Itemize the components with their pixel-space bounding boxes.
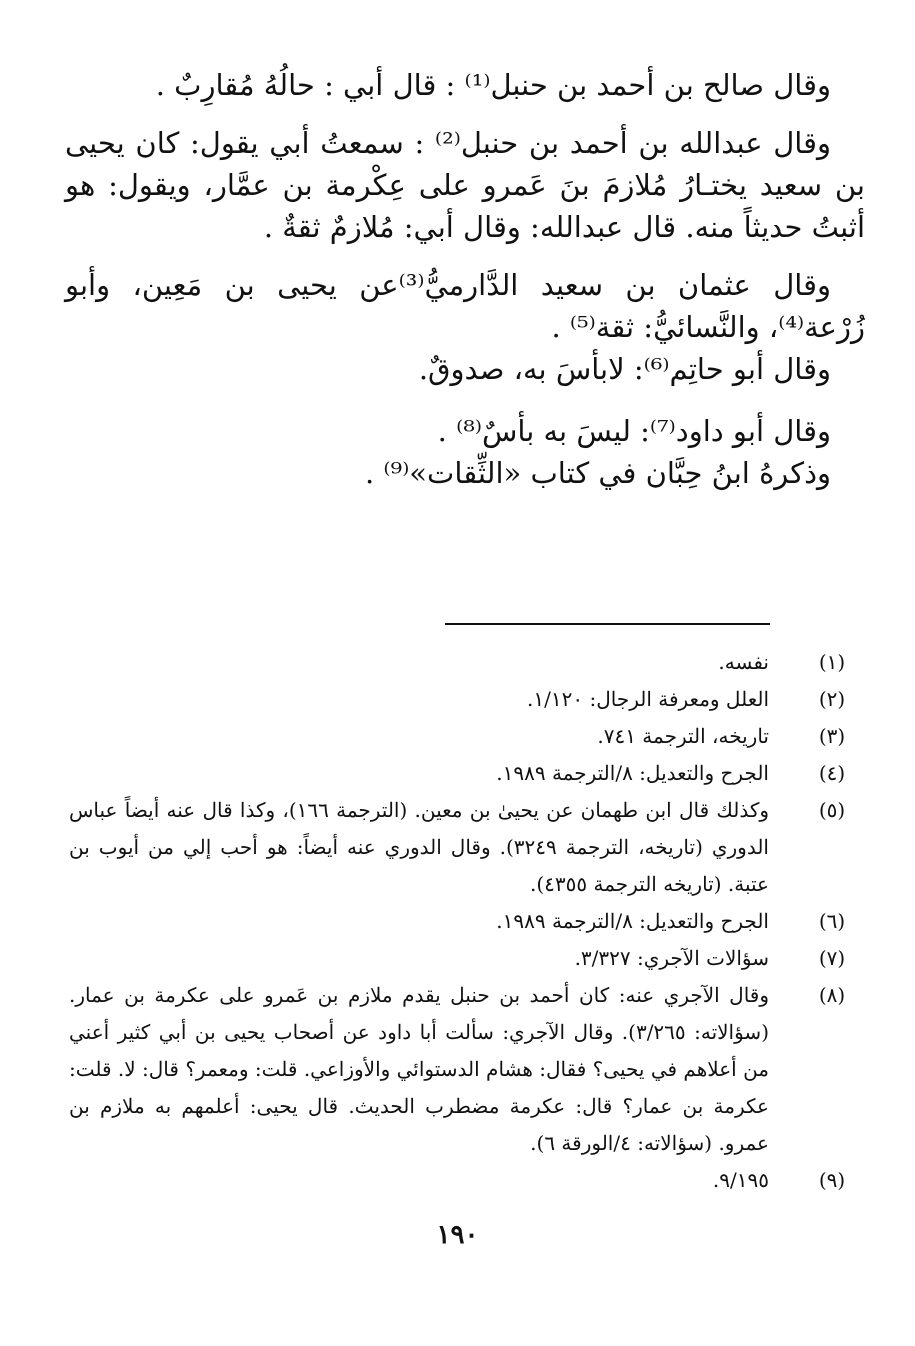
footnote-item [69, 681, 846, 718]
footnote-item [69, 977, 846, 1162]
footnote-text: الجرح والتعديل: ٨/الترجمة ١٩٨٩. [496, 761, 769, 785]
paragraph-ibn-hibban: وذكرهُ ابنُ حِبَّان في كتاب «الثِّقات»⁽⁹⁾ . [364, 456, 831, 491]
footnote-text: الجرح والتعديل: ٨/الترجمة ١٩٨٩. [496, 909, 769, 933]
main-text [65, 64, 865, 494]
footnote-item [69, 903, 846, 940]
footnote-item [69, 1162, 846, 1199]
footnote-text: تاريخه، الترجمة ٧٤١. [597, 724, 769, 748]
footnote-item [69, 940, 846, 977]
footnote-text: ٩/١٩٥. [712, 1168, 769, 1192]
footnote-text: نفسه. [718, 650, 769, 674]
footnote-number: (١) [818, 650, 846, 674]
footnote-number: (٩) [818, 1168, 846, 1192]
footnote-number: (٧) [818, 946, 846, 970]
footnote-number: (٥) [818, 798, 846, 822]
paragraph-abdullah: وقال عبدالله بن أحمد بن حنبل⁽²⁾ : سمعتُ أبي يقول: كان يحيى بن سعيد يختـارُ مُلازمَ بنَ عَمرو على عِكْرمة بن عمَّار، ويقول: هو أثبتُ حديثاً منه. قال عبدالله: وقال أبي: مُلازمٌ ثقةٌ . [65, 126, 865, 245]
footnote-number: (٨) [818, 983, 846, 1007]
footnote-separator [445, 623, 770, 625]
page-number: ١٩٠ [436, 1220, 479, 1250]
footnote-text: العلل ومعرفة الرجال: ١/١٢٠. [527, 687, 769, 711]
footnote-text: وكذلك قال ابن طهمان عن يحيىٰ بن معين. (الترجمة ١٦٦)، وكذا قال عنه أيضاً عباس الدوري (تاريخه، الترجمة ٣٢٤٩). وقال الدوري عنه أيضاً: هو أحب إلي من أيوب بن عتبة. (تاريخه الترجمة ٤٣٥٥). [69, 798, 769, 896]
footnote-item [69, 718, 846, 755]
footnote-item [69, 792, 846, 903]
footnote-number: (٣) [818, 724, 846, 748]
footnote-text: وقال الآجري عنه: كان أحمد بن حنبل يقدم ملازم بن عَمرو على عكرمة بن عمار. (سؤالاته: ٣/٢٦٥). وقال الآجري: سألت أبا داود عن أصحاب يحيى بن أبي كثير أعني من أعلاهم في يحيى؟ فقال: هشام الدستوائي والأوزاعي. قلت: ومعمر؟ قال: لا. قلت: عكرمة بن عمار؟ قال: عكرمة مضطرب الحديث. قال يحيى: أعلمهم به ملازم بن عمرو. (سؤالاته: ٤/الورقة ٦). [69, 983, 769, 1155]
footnotes [69, 644, 846, 1199]
footnote-number: (٦) [818, 909, 846, 933]
paragraph-uthman: وقال عثمان بن سعيد الدَّارميُّ⁽³⁾عن يحيى بن مَعِين، وأبو زُرْعة⁽⁴⁾، والنَّسائيُّ: ثقة⁽⁵⁾ . [65, 268, 865, 345]
footnote-number: (٤) [818, 761, 846, 785]
paragraph-abu-hatim: وقال أبو حاتِم⁽⁶⁾: لابأسَ به، صدوقٌ. [418, 352, 831, 387]
footnote-item [69, 755, 846, 792]
footnote-text: سؤالات الآجري: ٣/٣٢٧. [574, 946, 769, 970]
paragraph-abu-dawud: وقال أبو داود⁽⁷⁾: ليسَ به بأسٌ⁽⁸⁾ . [437, 414, 831, 449]
footnote-item [69, 644, 846, 681]
paragraph-salih: وقال صالح بن أحمد بن حنبل⁽¹⁾ : قال أبي : حالُهُ مُقارِبٌ . [155, 68, 831, 102]
footnote-number: (٢) [818, 687, 846, 711]
